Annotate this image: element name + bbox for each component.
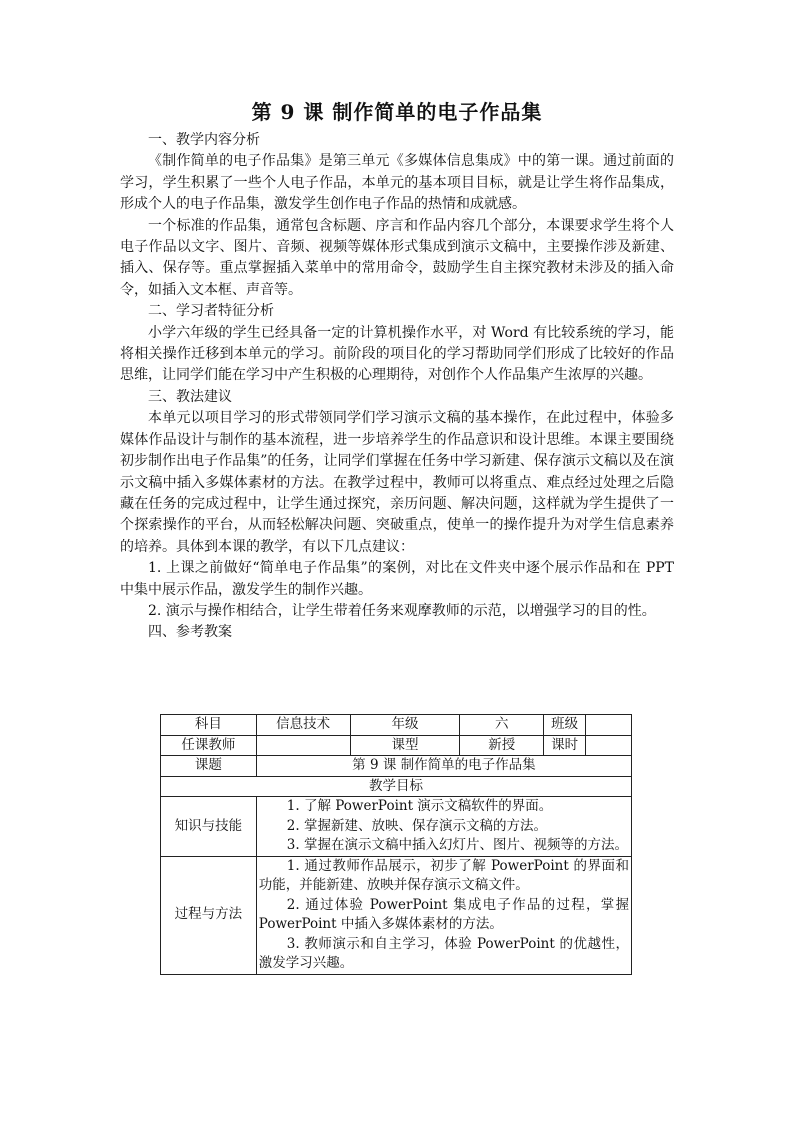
topic-value: 第 9 课 制作简单的电子作品集 [256, 756, 631, 777]
list-item: 2. 通过体验 PowerPoint 集成电子作品的过程，掌握 PowerPoint 中插入多媒体素材的方法。 [258, 896, 629, 932]
list-item: 1. 通过教师作品展示，初步了解 PowerPoint 的界面和功能，并能新建、放映并保存演示文稿文件。 [258, 857, 629, 893]
process-goals [256, 856, 631, 974]
subject-label: 科目 [161, 715, 257, 736]
section-heading-teaching-suggestions: 三、教法建议 [148, 388, 232, 405]
class-value [586, 715, 632, 736]
page-title: 第 9 课 制作简单的电子作品集 [251, 100, 543, 124]
list-item: 3. 掌握在演示文稿中插入幻灯片、图片、视频等的方法。 [286, 837, 628, 853]
subject-value: 信息技术 [256, 715, 350, 736]
section-heading-reference-plan: 四、参考教案 [148, 624, 232, 641]
knowledge-goals [256, 797, 631, 857]
table-row [161, 715, 632, 736]
paragraph: 一个标准的作品集，通常包含标题、序言和作品内容几个部分，本课要求学生将个人电子作品以文字、图片、音频、视频等媒体形式集成到演示文稿中，主要操作涉及新建、插入、保存等。重点掌握插入菜单中的常用命令，鼓励学生自主探究教材未涉及的插入命令，如插入文本框、声音等。 [120, 217, 674, 298]
table-row [161, 756, 632, 777]
list-item: 3. 教师演示和自主学习，体验 PowerPoint 的优越性，激发学习兴趣。 [258, 935, 629, 971]
paragraph: 本单元以项目学习的形式带领同学们学习演示文稿的基本操作，在此过程中，体验多媒体作品设计与制作的基本流程，进一步培养学生的作品意识和设计思维。本课主要围绕初步制作出电子作品集”的任务，让同学们掌握在任务中学习新建、保存演示文稿以及在演示文稿中插入多媒体素材的方法。在教学过程中，教师可以将重点、难点经过处理之后隐藏在任务的完成过程中，让学生通过探究，亲历问题、解决问题，这样就为学生提供了一个探索操作的平台，从而轻松解决问题、突破重点，使单一的操作提升为对学生信息素养的培养。具体到本课的教学，有以下几点建议： [120, 410, 674, 555]
table-row [161, 856, 632, 974]
section-heading-content-analysis: 一、教学内容分析 [148, 132, 260, 148]
table-row [161, 776, 632, 797]
paragraph: 《制作简单的电子作品集》是第三单元《多媒体信息集成》中的第一课。通过前面的学习，学生积累了一些个人电子作品，本单元的基本项目目标，就是让学生将作品集成，形成个人的电子作品集，激发学生创作电子作品的热情和成就感。 [120, 153, 674, 213]
paragraph: 2. 演示与操作相结合，让学生带着任务来观摩教师的示范，以增强学习的目的性。 [148, 602, 656, 619]
paragraph: 小学六年级的学生已经具备一定的计算机操作水平，对 Word 有比较系统的学习，能将相关操作迁移到本单元的学习。前阶段的项目化的学习帮助同学们形成了比较好的作品思维，让同学们能在学习中产生积极的心理期待，对创作个人作品集产生浓厚的兴趣。 [120, 324, 674, 384]
topic-label: 课题 [161, 756, 257, 777]
class-label: 班级 [544, 715, 586, 736]
table-row [161, 735, 632, 756]
process-label: 过程与方法 [161, 856, 257, 974]
knowledge-label: 知识与技能 [161, 797, 257, 857]
table-row [161, 797, 632, 857]
lesson-type-value: 新授 [460, 735, 544, 756]
list-item: 2. 掌握新建、放映、保存演示文稿的方法。 [286, 817, 547, 834]
grade-label: 年级 [350, 715, 460, 736]
goals-header: 教学目标 [161, 776, 632, 797]
list-item: 1. 了解 PowerPoint 演示文稿软件的界面。 [286, 798, 553, 814]
period-value [586, 735, 632, 756]
lesson-type-label: 课型 [350, 735, 460, 756]
document-body [120, 130, 674, 644]
lesson-plan-table [160, 714, 632, 975]
period-label: 课时 [544, 735, 586, 756]
paragraph: 1. 上课之前做好“简单电子作品集”的案例，对比在文件夹中逐个展示作品和在 PPT 中集中展示作品，激发学生的制作兴趣。 [120, 560, 674, 598]
section-heading-learner-analysis: 二、学习者特征分析 [148, 303, 274, 320]
grade-value: 六 [460, 715, 544, 736]
teacher-label: 任课教师 [161, 735, 257, 756]
teacher-value [256, 735, 350, 756]
